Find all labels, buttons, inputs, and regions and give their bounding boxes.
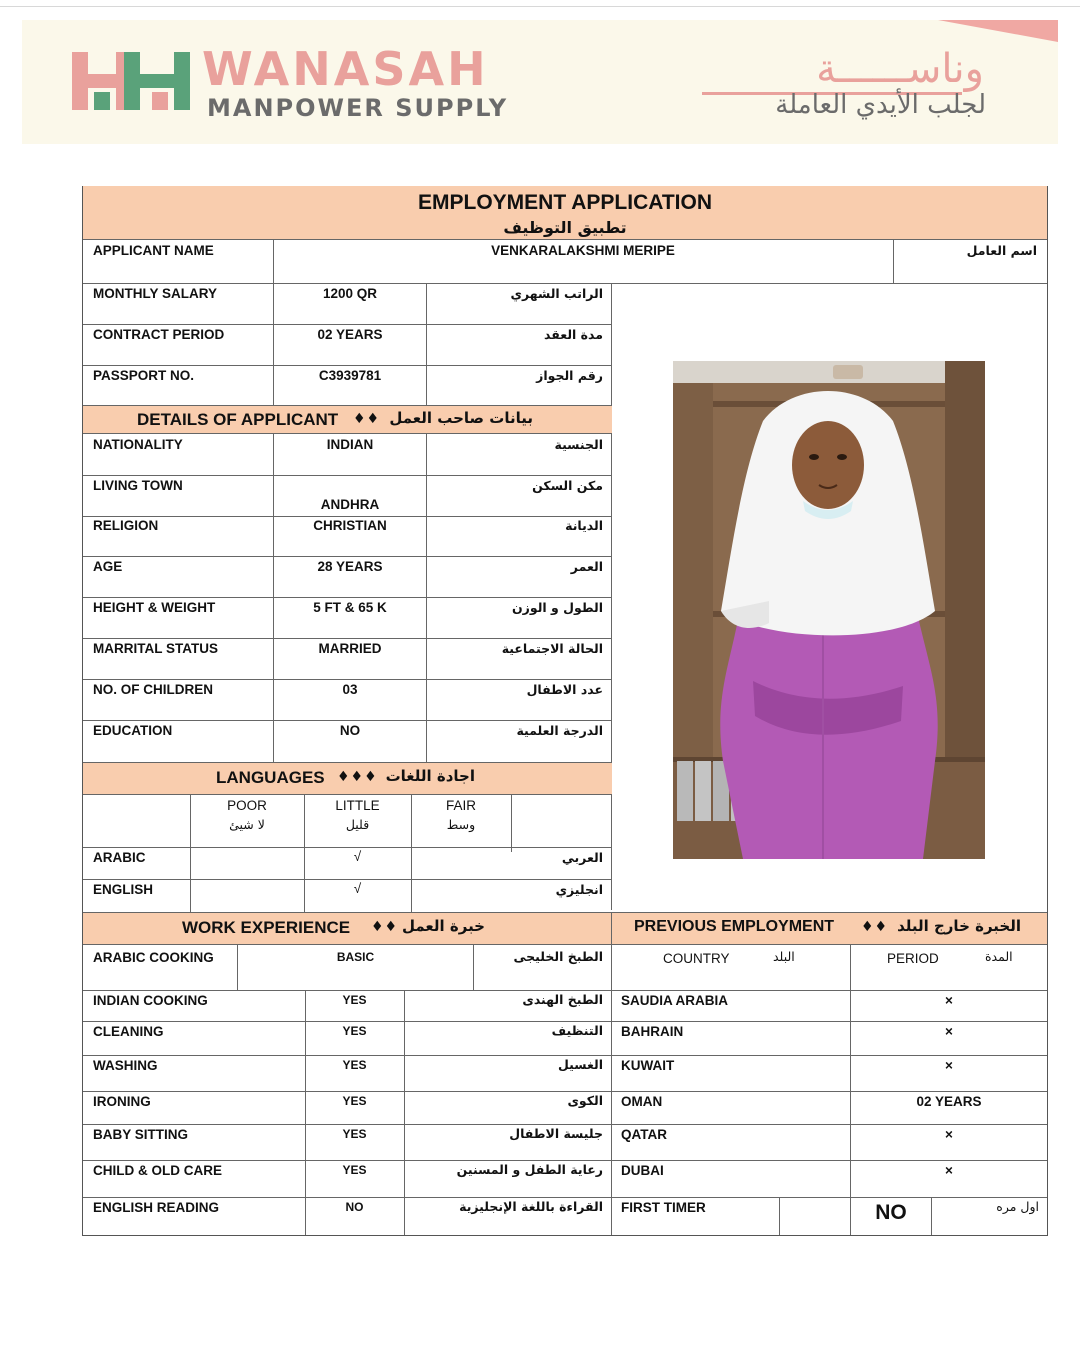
height-weight-value: 5 FT & 65 K bbox=[313, 600, 387, 615]
children-label-arabic: عدد الاطفال bbox=[526, 682, 603, 697]
english-reading-label: ENGLISH READING bbox=[93, 1200, 220, 1215]
country-header: COUNTRY bbox=[663, 951, 730, 966]
child-old-care-label: CHILD & OLD CARE bbox=[93, 1163, 222, 1178]
country-saudi-arabia: SAUDIA ARABIA bbox=[621, 993, 728, 1008]
work-diamond-marks: ♦♦ bbox=[371, 919, 399, 935]
form-title-arabic: تطبيق التوظيف bbox=[503, 218, 627, 237]
english-reading-label-arabic: القراءة باللغة الإنجليزية bbox=[459, 1199, 603, 1214]
washing-label: WASHING bbox=[93, 1058, 158, 1073]
previous-employment-title: PREVIOUS EMPLOYMENT bbox=[634, 918, 835, 935]
passport-no-value: C3939781 bbox=[318, 368, 382, 383]
cleaning-label: CLEANING bbox=[93, 1024, 164, 1039]
period-header-arabic: المدة bbox=[985, 949, 1013, 964]
ironing-label-arabic: الكوى bbox=[567, 1093, 603, 1108]
contract-period-label-arabic: مدة العقد bbox=[544, 327, 603, 342]
age-value: 28 YEARS bbox=[317, 559, 383, 574]
applicant-name-label-arabic: اسم العامل bbox=[966, 243, 1037, 258]
period-oman: 02 YEARS bbox=[916, 1094, 982, 1109]
previous-diamond-marks: ♦♦ bbox=[861, 919, 889, 935]
work-experience-title: WORK EXPERIENCE bbox=[182, 918, 351, 937]
living-town-label: LIVING TOWN bbox=[93, 478, 183, 493]
brand-tagline-arabic: لجلب الأيدي العاملة bbox=[775, 90, 986, 120]
religion-label-arabic: الديانة bbox=[565, 518, 603, 533]
period-saudi-arabia: × bbox=[945, 993, 953, 1008]
english-language-label-arabic: انجليزي bbox=[555, 882, 603, 897]
cleaning-label-arabic: التنظيف bbox=[551, 1023, 603, 1038]
logo-hh-icon bbox=[70, 48, 200, 112]
first-timer-label-arabic: اول مره bbox=[996, 1199, 1039, 1214]
languages-title: LANGUAGES bbox=[216, 768, 325, 787]
english-language-label: ENGLISH bbox=[93, 882, 154, 897]
period-header: PERIOD bbox=[887, 951, 939, 966]
details-diamond-marks: ♦♦ bbox=[353, 411, 381, 427]
country-bahrain: BAHRAIN bbox=[621, 1024, 684, 1039]
employment-application-form bbox=[82, 186, 1048, 1236]
level-little-arabic: قليل bbox=[345, 817, 370, 832]
religion-value: CHRISTIAN bbox=[313, 518, 387, 533]
monthly-salary-label: MONTHLY SALARY bbox=[93, 286, 218, 301]
nationality-value: INDIAN bbox=[326, 437, 374, 452]
passport-no-label: PASSPORT NO. bbox=[93, 368, 195, 383]
details-title-arabic: بيانات صاحب العمل bbox=[389, 409, 533, 427]
applicant-name-value: VENKARALAKSHMI MERIPE bbox=[491, 243, 675, 258]
child-old-care-label-arabic: رعاية الطفل و المسنين bbox=[456, 1162, 603, 1177]
cleaning-value: YES bbox=[342, 1024, 367, 1038]
baby-sitting-label-arabic: جليسة الاطفال bbox=[509, 1126, 603, 1141]
country-kuwait: KUWAIT bbox=[621, 1058, 675, 1073]
level-poor: POOR bbox=[227, 798, 267, 813]
marital-status-label-arabic: الحالة الاجتماعية bbox=[501, 641, 603, 656]
marital-status-label: MARRITAL STATUS bbox=[93, 641, 218, 656]
nationality-label-arabic: الجنسية bbox=[554, 437, 603, 452]
brand-name-arabic: وناســــــة bbox=[816, 46, 984, 92]
level-fair-arabic: وسط bbox=[446, 817, 476, 832]
baby-sitting-value: YES bbox=[342, 1127, 367, 1141]
arabic-little-check: √ bbox=[353, 849, 362, 864]
country-dubai: DUBAI bbox=[621, 1163, 664, 1178]
baby-sitting-label: BABY SITTING bbox=[93, 1127, 189, 1142]
period-dubai: × bbox=[945, 1163, 953, 1178]
page-top-rule bbox=[0, 6, 1080, 7]
washing-label-arabic: الغسيل bbox=[557, 1057, 603, 1072]
brand-tagline: MANPOWER SUPPLY bbox=[207, 94, 509, 122]
applicant-name-label: APPLICANT NAME bbox=[93, 243, 214, 258]
period-bahrain: × bbox=[945, 1024, 953, 1039]
washing-value: YES bbox=[342, 1058, 367, 1072]
indian-cooking-value: YES bbox=[342, 993, 367, 1007]
education-value: NO bbox=[339, 723, 361, 738]
children-label: NO. OF CHILDREN bbox=[93, 682, 213, 697]
applicant-photo bbox=[673, 361, 985, 859]
brand-name: WANASAH bbox=[202, 42, 489, 96]
indian-cooking-label-arabic: الطبخ الهندى bbox=[522, 992, 603, 1007]
level-poor-arabic: لا شيئ bbox=[229, 817, 265, 832]
languages-diamond-marks: ♦♦♦ bbox=[337, 769, 378, 785]
logo-banner bbox=[22, 20, 1058, 144]
arabic-language-label-arabic: العربي bbox=[561, 850, 603, 865]
country-header-arabic: البلد bbox=[773, 949, 795, 964]
period-kuwait: × bbox=[945, 1058, 953, 1073]
first-timer-value: NO bbox=[875, 1201, 907, 1224]
arabic-cooking-label-arabic: الطبخ الخليجى bbox=[513, 949, 603, 964]
details-title: DETAILS OF APPLICANT bbox=[137, 410, 339, 429]
marital-status-value: MARRIED bbox=[318, 641, 382, 656]
period-qatar: × bbox=[945, 1127, 953, 1142]
english-reading-value: NO bbox=[345, 1200, 364, 1214]
child-old-care-value: YES bbox=[342, 1163, 367, 1177]
level-little: LITTLE bbox=[335, 798, 380, 813]
contract-period-label: CONTRACT PERIOD bbox=[93, 327, 225, 342]
children-value: 03 bbox=[342, 682, 358, 697]
arabic-language-label: ARABIC bbox=[93, 850, 146, 865]
indian-cooking-label: INDIAN COOKING bbox=[93, 993, 208, 1008]
first-timer-label: FIRST TIMER bbox=[621, 1200, 706, 1215]
education-label-arabic: الدرجة العلمية bbox=[516, 723, 603, 738]
ironing-value: YES bbox=[342, 1094, 367, 1108]
form-title: EMPLOYMENT APPLICATION bbox=[418, 191, 712, 214]
ironing-label: IRONING bbox=[93, 1094, 151, 1109]
monthly-salary-label-arabic: الراتب الشهري bbox=[510, 286, 603, 301]
height-weight-label: HEIGHT & WEIGHT bbox=[93, 600, 216, 615]
monthly-salary-value: 1200 QR bbox=[322, 286, 378, 301]
living-town-label-arabic: مكن السكن bbox=[532, 478, 603, 493]
age-label-arabic: العمر bbox=[570, 559, 603, 574]
living-town-value: ANDHRA bbox=[320, 497, 380, 512]
english-little-check: √ bbox=[353, 881, 362, 896]
country-qatar: QATAR bbox=[621, 1127, 667, 1142]
nationality-label: NATIONALITY bbox=[93, 437, 183, 452]
height-weight-label-arabic: الطول و الوزن bbox=[512, 600, 603, 615]
contract-period-value: 02 YEARS bbox=[317, 327, 383, 342]
level-fair: FAIR bbox=[445, 798, 476, 813]
banner-corner-accent bbox=[938, 20, 1058, 42]
age-label: AGE bbox=[93, 559, 123, 574]
languages-title-arabic: اجادة اللغات bbox=[385, 767, 475, 785]
country-oman: OMAN bbox=[621, 1094, 663, 1109]
arabic-cooking-label: ARABIC COOKING bbox=[93, 950, 214, 965]
education-label: EDUCATION bbox=[93, 723, 173, 738]
previous-employment-title-arabic: الخبرة خارج البلد bbox=[897, 917, 1021, 935]
passport-no-label-arabic: رقم الجواز bbox=[536, 368, 603, 383]
religion-label: RELIGION bbox=[93, 518, 159, 533]
arabic-cooking-value: BASIC bbox=[336, 950, 375, 964]
work-experience-title-arabic: خبرة العمل bbox=[401, 917, 485, 935]
